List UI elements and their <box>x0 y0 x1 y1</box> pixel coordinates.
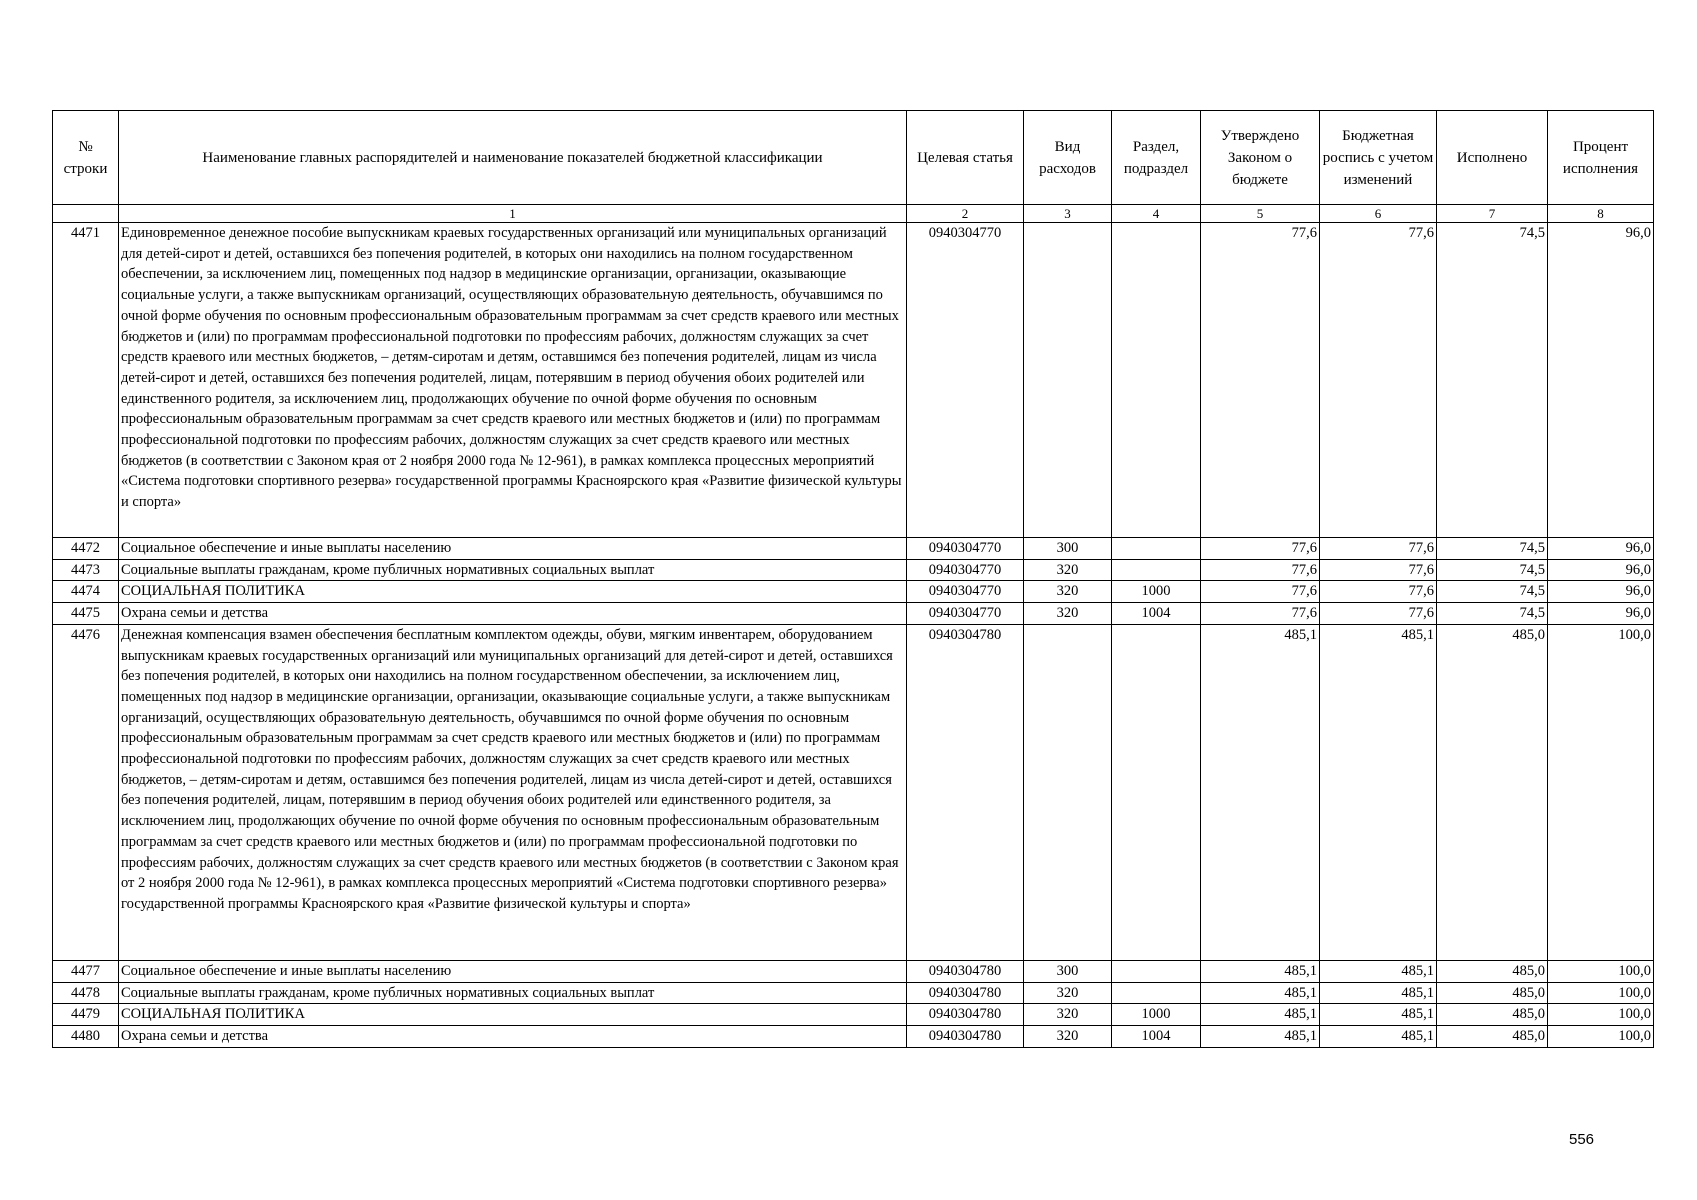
table-row <box>53 581 1654 603</box>
row-target-article: 0940304770 <box>907 581 1024 603</box>
column-number <box>53 205 119 223</box>
row-approved: 77,6 <box>1201 603 1320 625</box>
row-target-article: 0940304780 <box>907 1025 1024 1047</box>
header-percent: Процент исполнения <box>1548 111 1654 205</box>
header-name: Наименование главных распорядителей и наименование показателей бюджетной классификации <box>119 111 907 205</box>
column-number: 3 <box>1024 205 1112 223</box>
budget-execution-table <box>52 110 1654 1048</box>
header-target-article: Целевая статья <box>907 111 1024 205</box>
row-percent: 100,0 <box>1548 624 1654 960</box>
row-number: 4477 <box>53 960 119 982</box>
row-executed: 485,0 <box>1437 624 1548 960</box>
row-percent: 96,0 <box>1548 581 1654 603</box>
row-budget-list: 77,6 <box>1320 538 1437 560</box>
row-executed: 74,5 <box>1437 223 1548 538</box>
row-name: Охрана семьи и детства <box>119 1025 907 1047</box>
table-row <box>53 624 1654 960</box>
table-row <box>53 559 1654 581</box>
row-approved: 485,1 <box>1201 1004 1320 1026</box>
row-expense-kind: 300 <box>1024 960 1112 982</box>
row-target-article: 0940304780 <box>907 624 1024 960</box>
row-number: 4476 <box>53 624 119 960</box>
header-budget-list: Бюджетная роспись с учетом изменений <box>1320 111 1437 205</box>
row-executed: 74,5 <box>1437 603 1548 625</box>
row-name: Денежная компенсация взамен обеспечения бесплатным комплектом одежды, обуви, мягким инвентарем, оборудованием выпускникам краевых государственных организаций или муниципальных организаций для детей-сирот и детей, оставшихся без попечения родителей, в которых они находились на полном государственном обеспечении, за исключением лиц, помещенных под надзор в медицинские организации, организации, оказывающие социальные услуги, а также выпускникам организаций, осуществляющих образовательную деятельность, обучавшимся по очной форме обучения по основным профессиональным образовательным программам за счет средств краевого или местных бюджетов и (или) по программам профессиональной подготовки по профессиям рабочих, должностям служащих за счет средств краевого или местных бюджетов, – детям-сиротам и детям, оставшимся без попечения родителей, лицам из числа детей-сирот и детей, оставшихся без попечения родителей, лицам, потерявшим в период обучения обоих родителей или единственного родителя, за исключением лиц, продолжающих обучение по очной форме обучения по основным профессиональным образовательным программам за счет средств краевого или местных бюджетов и (или) по программам профессиональной подготовки по профессиям рабочих, должностям служащих за счет средств краевого или местных бюджетов (в соответствии с Законом края от 2 ноября 2000 года № 12-961), в рамках комплекса процессных мероприятий «Система подготовки спортивного резерва» государственной программы Красноярского края «Развитие физической культуры и спорта» <box>119 624 907 960</box>
row-target-article: 0940304770 <box>907 603 1024 625</box>
table-row <box>53 1004 1654 1026</box>
row-executed: 485,0 <box>1437 960 1548 982</box>
row-executed: 485,0 <box>1437 1004 1548 1026</box>
row-name: СОЦИАЛЬНАЯ ПОЛИТИКА <box>119 1004 907 1026</box>
table-row <box>53 1025 1654 1047</box>
row-section: 1000 <box>1112 581 1201 603</box>
row-percent: 100,0 <box>1548 1025 1654 1047</box>
row-name: Единовременное денежное пособие выпускникам краевых государственных организаций или муниципальных организаций для детей-сирот и детей, оставшихся без попечения родителей, в которых они находились на полном государственном обеспечении, за исключением лиц, помещенных под надзор в медицинские организации, организации, оказывающие социальные услуги, а также выпускникам организаций, осуществляющих образовательную деятельность, обучавшимся по очной форме обучения по основным профессиональным образовательным программам за счет средств краевого или местных бюджетов и (или) по программам профессиональной подготовки по профессиям рабочих, должностям служащих за счет средств краевого или местных бюджетов, – детям-сиротам и детям, оставшимся без попечения родителей, лицам из числа детей-сирот и детей, оставшихся без попечения родителей, лицам, потерявшим в период обучения обоих родителей или единственного родителя, за исключением лиц, продолжающих обучение по очной форме обучения по основным профессиональным образовательным программам за счет средств краевого или местных бюджетов и (или) по программам профессиональной подготовки по профессиям рабочих, должностям служащих за счет средств краевого или местных бюджетов (в соответствии с Законом края от 2 ноября 2000 года № 12-961), в рамках комплекса процессных мероприятий «Система подготовки спортивного резерва» государственной программы Красноярского края «Развитие физической культуры и спорта» <box>119 223 907 538</box>
row-approved: 485,1 <box>1201 1025 1320 1047</box>
column-number: 2 <box>907 205 1024 223</box>
row-expense-kind: 320 <box>1024 603 1112 625</box>
row-expense-kind: 320 <box>1024 559 1112 581</box>
row-number: 4472 <box>53 538 119 560</box>
row-percent: 100,0 <box>1548 960 1654 982</box>
row-number: 4473 <box>53 559 119 581</box>
table-row <box>53 603 1654 625</box>
row-expense-kind: 320 <box>1024 1004 1112 1026</box>
row-number: 4479 <box>53 1004 119 1026</box>
row-approved: 485,1 <box>1201 624 1320 960</box>
row-number: 4480 <box>53 1025 119 1047</box>
row-executed: 74,5 <box>1437 538 1548 560</box>
row-percent: 96,0 <box>1548 223 1654 538</box>
row-expense-kind <box>1024 624 1112 960</box>
row-approved: 77,6 <box>1201 538 1320 560</box>
row-approved: 485,1 <box>1201 960 1320 982</box>
row-section <box>1112 559 1201 581</box>
row-target-article: 0940304780 <box>907 982 1024 1004</box>
column-number: 5 <box>1201 205 1320 223</box>
row-budget-list: 485,1 <box>1320 1025 1437 1047</box>
header-executed: Исполнено <box>1437 111 1548 205</box>
row-budget-list: 77,6 <box>1320 603 1437 625</box>
row-number: 4475 <box>53 603 119 625</box>
header-section: Раздел, подраздел <box>1112 111 1201 205</box>
row-section <box>1112 538 1201 560</box>
row-target-article: 0940304770 <box>907 538 1024 560</box>
table-row <box>53 982 1654 1004</box>
header-expense-kind: Вид расходов <box>1024 111 1112 205</box>
header-row <box>53 111 1654 205</box>
row-executed: 74,5 <box>1437 559 1548 581</box>
row-section <box>1112 960 1201 982</box>
row-executed: 485,0 <box>1437 982 1548 1004</box>
column-number: 6 <box>1320 205 1437 223</box>
row-approved: 77,6 <box>1201 581 1320 603</box>
column-number-row <box>53 205 1654 223</box>
row-approved: 485,1 <box>1201 982 1320 1004</box>
row-approved: 77,6 <box>1201 223 1320 538</box>
row-expense-kind <box>1024 223 1112 538</box>
row-number: 4471 <box>53 223 119 538</box>
row-percent: 96,0 <box>1548 603 1654 625</box>
header-approved: Утверждено Законом о бюджете <box>1201 111 1320 205</box>
row-expense-kind: 320 <box>1024 982 1112 1004</box>
row-budget-list: 485,1 <box>1320 624 1437 960</box>
row-expense-kind: 320 <box>1024 1025 1112 1047</box>
row-name: Социальные выплаты гражданам, кроме публичных нормативных социальных выплат <box>119 559 907 581</box>
row-expense-kind: 320 <box>1024 581 1112 603</box>
column-number: 4 <box>1112 205 1201 223</box>
table-row <box>53 960 1654 982</box>
row-section <box>1112 982 1201 1004</box>
row-target-article: 0940304770 <box>907 559 1024 581</box>
row-name: Социальное обеспечение и иные выплаты населению <box>119 960 907 982</box>
table-row <box>53 223 1654 538</box>
row-percent: 96,0 <box>1548 538 1654 560</box>
row-section: 1004 <box>1112 603 1201 625</box>
table-row <box>53 538 1654 560</box>
row-budget-list: 77,6 <box>1320 223 1437 538</box>
row-target-article: 0940304770 <box>907 223 1024 538</box>
row-name: СОЦИАЛЬНАЯ ПОЛИТИКА <box>119 581 907 603</box>
row-name: Социальное обеспечение и иные выплаты населению <box>119 538 907 560</box>
row-budget-list: 485,1 <box>1320 1004 1437 1026</box>
column-number: 8 <box>1548 205 1654 223</box>
header-row-number: № строки <box>53 111 119 205</box>
row-approved: 77,6 <box>1201 559 1320 581</box>
row-percent: 96,0 <box>1548 559 1654 581</box>
row-name: Социальные выплаты гражданам, кроме публичных нормативных социальных выплат <box>119 982 907 1004</box>
row-target-article: 0940304780 <box>907 960 1024 982</box>
row-executed: 74,5 <box>1437 581 1548 603</box>
column-number: 1 <box>119 205 907 223</box>
row-number: 4474 <box>53 581 119 603</box>
row-target-article: 0940304780 <box>907 1004 1024 1026</box>
row-name: Охрана семьи и детства <box>119 603 907 625</box>
row-section: 1000 <box>1112 1004 1201 1026</box>
page-number: 556 <box>1569 1131 1595 1148</box>
column-number: 7 <box>1437 205 1548 223</box>
row-number: 4478 <box>53 982 119 1004</box>
row-budget-list: 485,1 <box>1320 960 1437 982</box>
row-budget-list: 77,6 <box>1320 559 1437 581</box>
row-budget-list: 485,1 <box>1320 982 1437 1004</box>
row-section: 1004 <box>1112 1025 1201 1047</box>
row-percent: 100,0 <box>1548 1004 1654 1026</box>
row-section <box>1112 223 1201 538</box>
row-section <box>1112 624 1201 960</box>
row-executed: 485,0 <box>1437 1025 1548 1047</box>
row-expense-kind: 300 <box>1024 538 1112 560</box>
row-percent: 100,0 <box>1548 982 1654 1004</box>
row-budget-list: 77,6 <box>1320 581 1437 603</box>
